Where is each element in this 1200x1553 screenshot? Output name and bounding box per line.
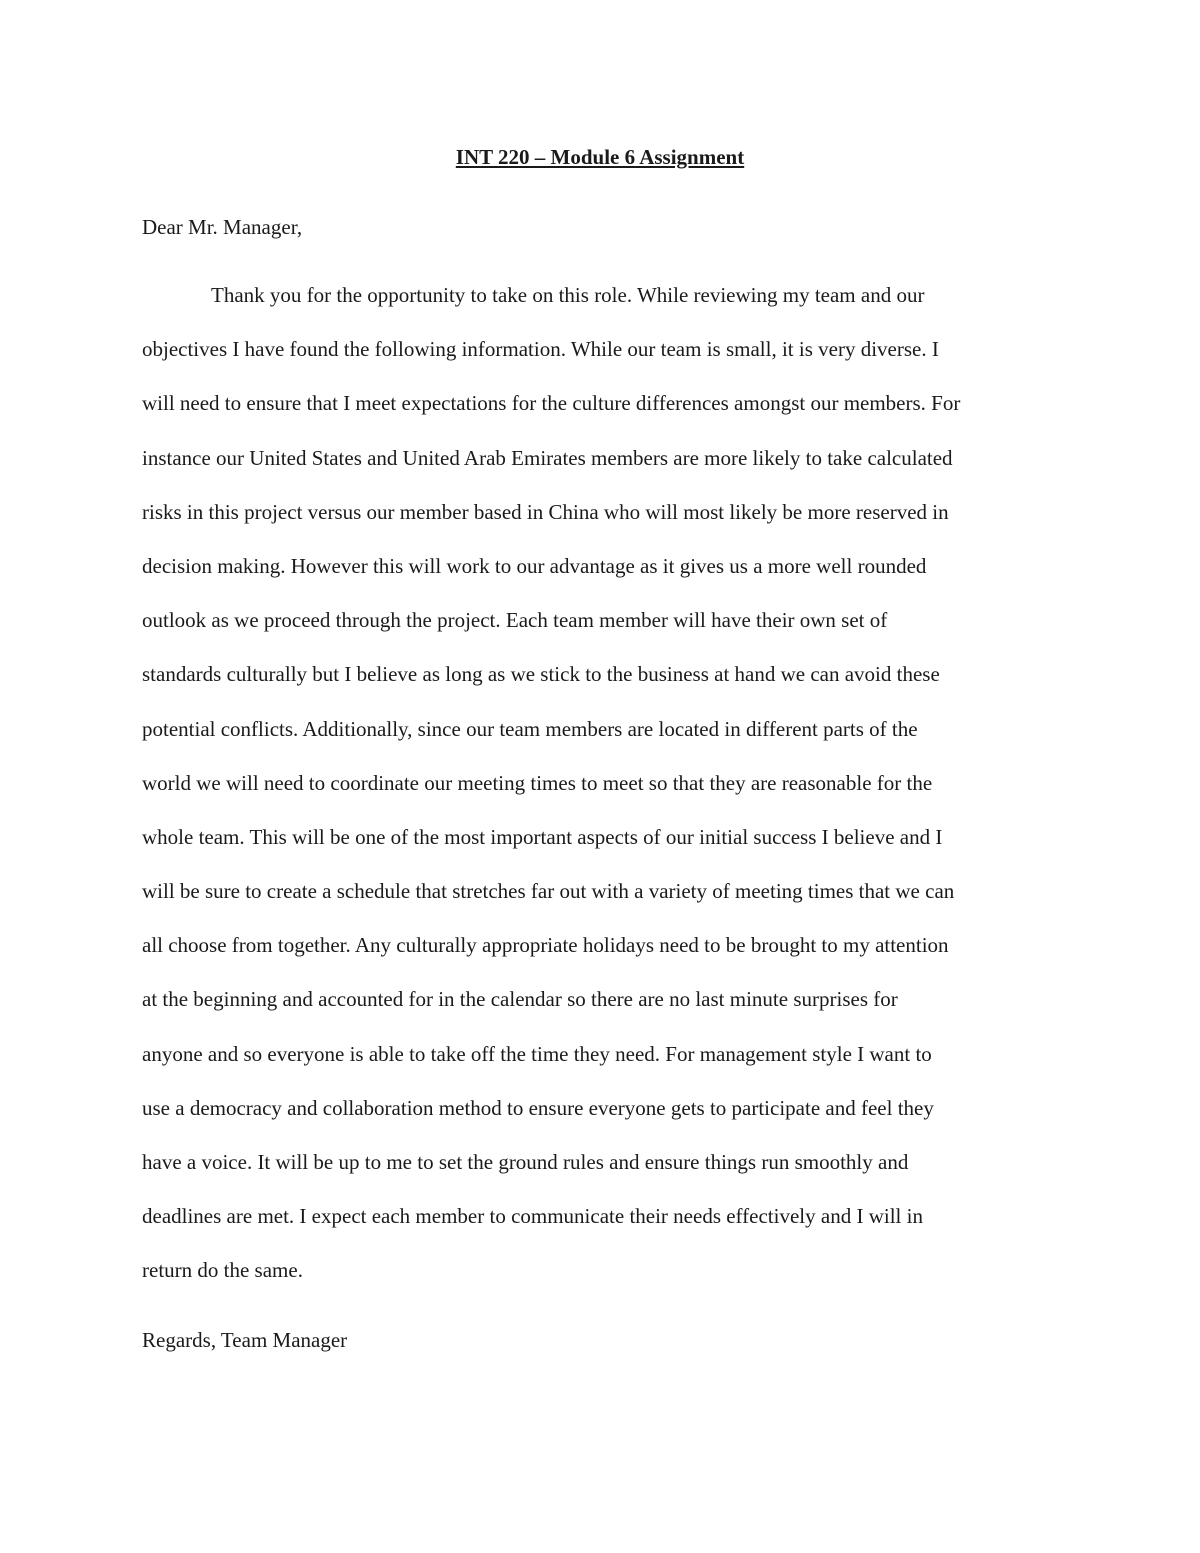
body-line: at the beginning and accounted for in the calendar so there are no last minute surprises for <box>142 987 898 1012</box>
body-line: return do the same. <box>142 1258 303 1283</box>
letter-body <box>142 280 1082 1310</box>
body-line: all choose from together. Any culturally appropriate holidays need to be brought to my attention <box>142 933 949 958</box>
body-line: anyone and so everyone is able to take off the time they need. For management style I want to <box>142 1041 932 1066</box>
body-line: whole team. This will be one of the most important aspects of our initial success I believe and I <box>142 824 943 849</box>
body-line: instance our United States and United Arab Emirates members are more likely to take calculated <box>142 445 953 470</box>
body-line: Thank you for the opportunity to take on this role. While reviewing my team and our <box>211 283 925 307</box>
body-line: world we will need to coordinate our meeting times to meet so that they are reasonable for the <box>142 770 933 795</box>
body-line: potential conflicts. Additionally, since our team members are located in different parts of the <box>142 716 918 741</box>
body-line: use a democracy and collaboration method to ensure everyone gets to participate and feel they <box>142 1095 934 1120</box>
salutation: Dear Mr. Manager, <box>142 215 303 239</box>
body-line: outlook as we proceed through the project. Each team member will have their own set of <box>142 608 888 633</box>
body-line: decision making. However this will work to our advantage as it gives us a more well rounded <box>142 553 927 578</box>
body-line: have a voice. It will be up to me to set the ground rules and ensure things run smoothly and <box>142 1150 909 1174</box>
body-line: standards culturally but I believe as long as we stick to the business at hand we can avoid these <box>142 662 940 687</box>
body-line: objectives I have found the following information. While our team is small, it is very diverse. I <box>142 337 939 362</box>
body-line: will need to ensure that I meet expectations for the culture differences amongst our members. For <box>142 391 961 416</box>
closing-signature: Regards, Team Manager <box>142 1328 348 1352</box>
body-line: deadlines are met. I expect each member to communicate their needs effectively and I will in <box>142 1204 923 1229</box>
body-line: will be sure to create a schedule that stretches far out with a variety of meeting times that we can <box>142 879 955 904</box>
document-title: INT 220 – Module 6 Assignment <box>455 145 745 169</box>
body-line: risks in this project versus our member based in China who will most likely be more reserved in <box>142 499 949 524</box>
